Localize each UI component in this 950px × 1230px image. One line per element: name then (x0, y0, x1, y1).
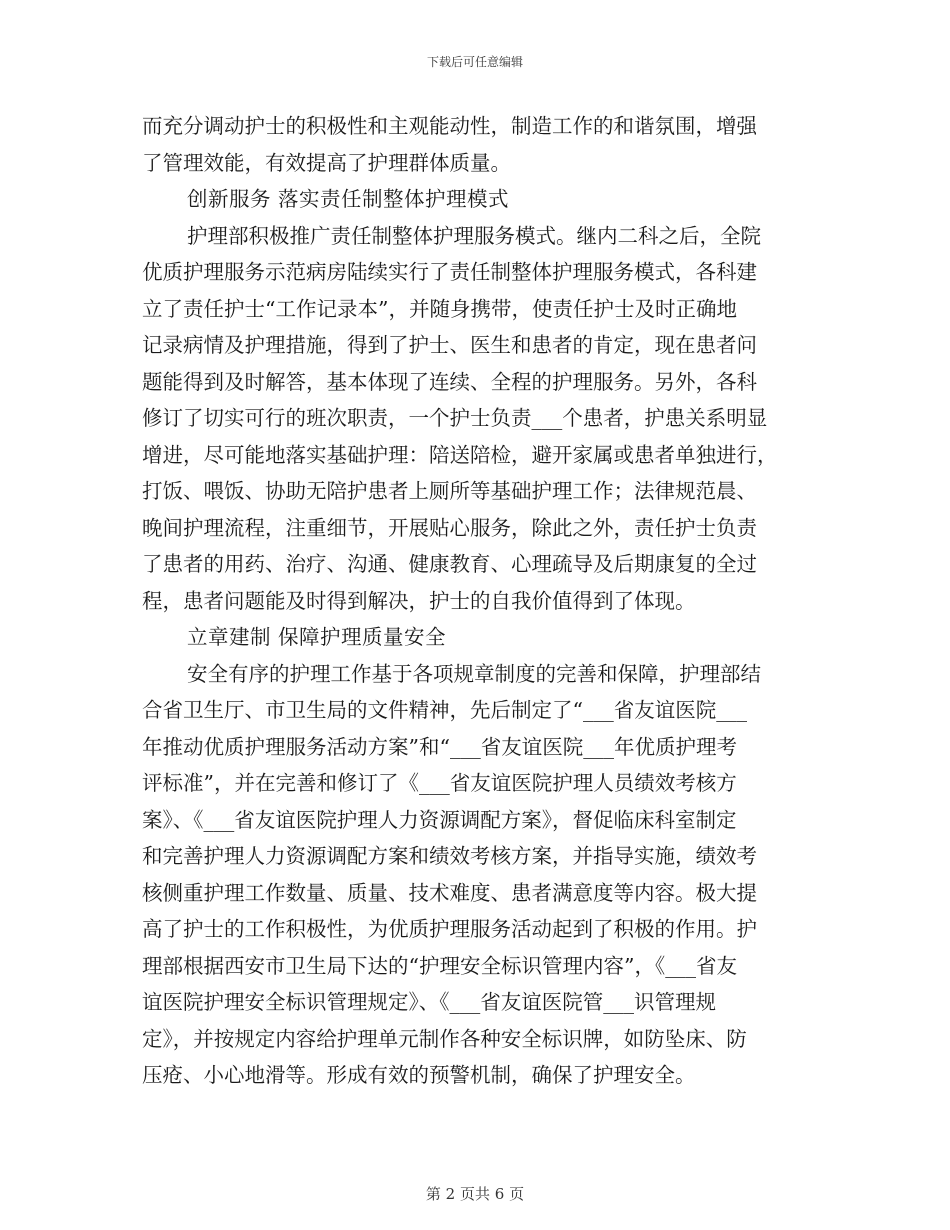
paragraph-line: 高了护士的工作积极性，为优质护理服务活动起到了积极的作用。护 (142, 917, 757, 941)
paragraph-line: 安全有序的护理工作基于各项规章制度的完善和保障，护理部结 (187, 661, 761, 686)
paragraph-line: 了患者的用药、治疗、沟通、健康教育、心理疏导及后期康复的全过 (142, 552, 757, 576)
paragraph-line: 护理部积极推广责任制整体护理服务模式。继内二科之后，全院 (187, 223, 761, 248)
document-body (142, 108, 810, 1094)
paragraph-line: 修订了切实可行的班次职责，一个护士负责___个患者，护患关系明显 (142, 406, 768, 430)
paragraph-line: 案》、《___省友谊医院护理人力资源调配方案》，督促临床科室制定 (142, 807, 737, 832)
paragraph-line: 年推动优质护理服务活动方案”和“___省友谊医院___年优质护理考 (142, 734, 737, 759)
section-heading: 立章建制 保障护理质量安全 (187, 625, 447, 649)
paragraph-line: 评标准”，并在完善和修订了《___省友谊医院护理人员绩效考核方 (142, 771, 737, 795)
section-heading: 创新服务 落实责任制整体护理模式 (187, 187, 510, 211)
paragraph-line: 打饭、喂饭、协助无陪护患者上厕所等基础护理工作；法律规范晨、 (142, 479, 757, 503)
paragraph-line: 增进，尽可能地落实基础护理：陪送陪检，避开家属或患者单独进行， (142, 442, 778, 467)
paragraph-line: 核侧重护理工作数量、质量、技术难度、患者满意度等内容。极大提 (142, 880, 757, 905)
paragraph-line: 压疮、小心地滑等。形成有效的预警机制，确保了护理安全。 (142, 1063, 696, 1087)
paragraph-line: 优质护理服务示范病房陆续实行了责任制整体护理服务模式，各科建 (142, 260, 757, 284)
page-header: 下载后可任意编辑 (426, 55, 523, 69)
paragraph-line: 程，患者问题能及时得到解决，护士的自我价值得到了体现。 (142, 588, 696, 613)
paragraph-line: 合省卫生厅、市卫生局的文件精神，先后制定了“___省友谊医院___ (142, 698, 747, 722)
paragraph-line: 理部根据西安市卫生局下达的“护理安全标识管理内容”，《___省友 (142, 953, 737, 978)
paragraph-line: 立了责任护士“工作记录本”，并随身携带，使责任护士及时正确地 (142, 296, 737, 321)
paragraph-line: 谊医院护理安全标识管理规定》、《___省友谊医院管___识管理规 (142, 990, 716, 1014)
paragraph-line: 而充分调动护士的积极性和主观能动性，制造工作的和谐氛围，增强 (142, 114, 757, 138)
paragraph-line: 题能得到及时解答，基本体现了连续、全程的护理服务。另外，各科 (142, 369, 757, 394)
paragraph-line: 记录病情及护理措施，得到了护士、医生和患者的肯定，现在患者问 (142, 333, 757, 357)
page-footer: 第 2 页共 6 页 (425, 1185, 525, 1203)
paragraph-line: 了管理效能，有效提高了护理群体质量。 (142, 150, 511, 175)
paragraph-line: 晚间护理流程，注重细节，开展贴心服务，除此之外，责任护士负责 (142, 515, 757, 540)
paragraph-line: 定》，并按规定内容给护理单元制作各种安全标识牌，如防坠床、防 (142, 1026, 747, 1051)
paragraph-line: 和完善护理人力资源调配方案和绩效考核方案，并指导实施，绩效考 (142, 844, 757, 868)
